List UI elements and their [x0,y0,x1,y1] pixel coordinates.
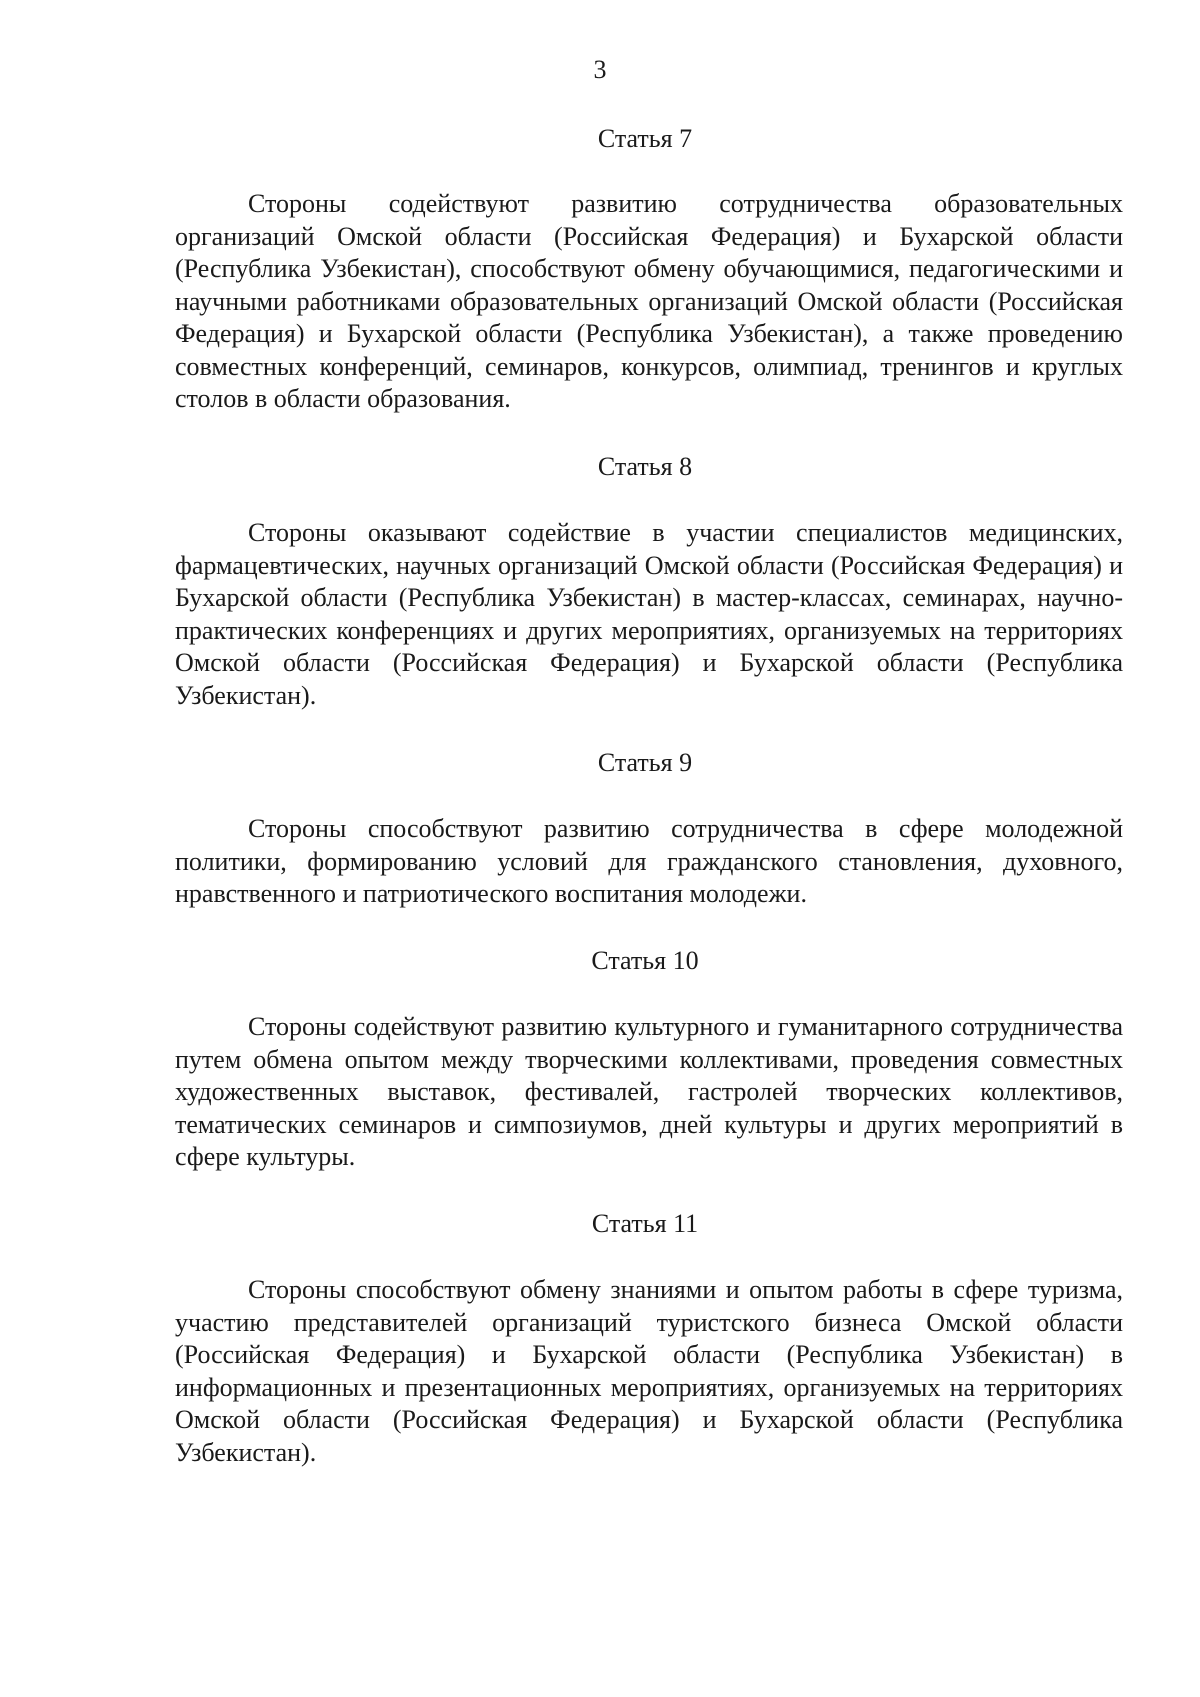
article-title: Статья 7 [597,124,693,153]
article-paragraph: Стороны содействуют развитию сотрудничества образовательных организаций Омской области (Российская Федерация) и Бухарской области (Республика Узбекистан), способствуют обмену обучающимися, педагогическими и научными работниками образовательных организаций Омской области (Российская Федерация) и Бухарской области (Республика Узбекистан), а также проведению совместных конференций, семинаров, конкурсов, олимпиад, тренингов и круглых столов в области образования. [175,189,1123,413]
article-paragraph: Стороны оказывают содействие в участии специалистов медицинских, фармацевтических, научных организаций Омской области (Российская Федерация) и Бухарской области (Республика Узбекистан) в мастер-классах, семинарах, научно-практических конференциях и других мероприятиях, организуемых на территориях Омской области (Российская Федерация) и Бухарской области (Республика Узбекистан). [175,518,1123,710]
article-title: Статья 11 [591,1209,699,1238]
article-title: Статья 10 [591,946,699,975]
article-paragraph: Стороны содействуют развитию культурного и гуманитарного сотрудничества путем обмена опытом между творческими коллективами, проведения совместных художественных выставок, фестивалей, гастролей творческих коллективов, тематических семинаров и симпозиумов, дней культуры и других мероприятий в сфере культуры. [175,1012,1123,1171]
article-paragraph: Стороны способствуют развитию сотрудничества в сфере молодежной политики, формированию условий для гражданского становления, духовного, нравственного и патриотического воспитания молодежи. [175,814,1123,908]
article-title: Статья 8 [597,452,693,481]
article-paragraph: Стороны способствуют обмену знаниями и опытом работы в сфере туризма, участию представителей организаций туристского бизнеса Омской области (Российская Федерация) и Бухарской области (Республика Узбекистан) в информационных и презентационных мероприятиях, организуемых на территориях Омской области (Российская Федерация) и Бухарской области (Республика Узбекистан). [175,1275,1123,1467]
page-number: 3 [593,55,607,84]
article-title: Статья 9 [597,748,693,777]
